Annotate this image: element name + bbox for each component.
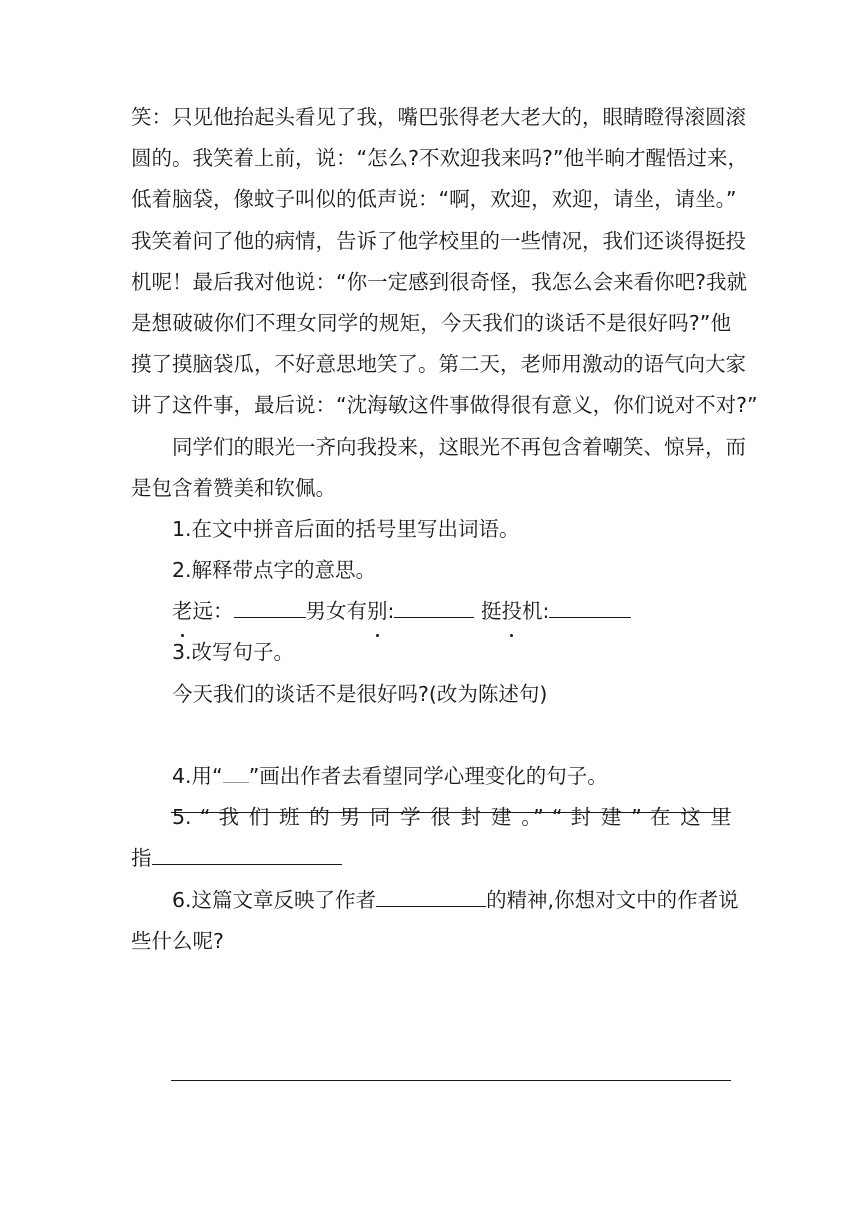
item-label: 远： bbox=[192, 599, 234, 624]
question-3-prompt: 今天我们的谈话不是很好吗?(改为陈述句) bbox=[172, 681, 548, 706]
underline-symbol bbox=[223, 764, 249, 783]
item-label: 机: bbox=[521, 599, 550, 624]
item-label: 男女有 bbox=[305, 599, 367, 624]
question-text: 4.用“ bbox=[172, 764, 223, 788]
item-label: 挺 bbox=[480, 599, 502, 624]
passage-line: 笑：只见他抬起头看见了我，嘴巴张得老大老大的，眼睛瞪得滚圆滚 bbox=[131, 105, 746, 129]
question-2-items bbox=[131, 591, 731, 632]
passage-line: 同学们的眼光一齐向我投来，这眼光不再包含着嘲笑、惊异，而 bbox=[172, 434, 746, 459]
passage-line: 讲了这件事，最后说：“沈海敏这件事做得很有意义，你们说对不对?” bbox=[131, 393, 758, 418]
answer-blank[interactable] bbox=[394, 593, 474, 618]
question-3: 3.改写句子。 bbox=[172, 640, 295, 665]
answer-blank[interactable] bbox=[234, 593, 306, 618]
passage-line: 我笑着问了他的病情，告诉了他学校里的一些情况，我们还谈得挺投 bbox=[131, 228, 746, 253]
passage-line: 低着脑袋，像蚊子叫似的低声说：“啊，欢迎，欢迎，请坐，请坐。” bbox=[131, 187, 737, 212]
dotted-char: 投 bbox=[501, 591, 522, 632]
question-6-line2: 些什么呢? bbox=[131, 928, 224, 953]
worksheet-page bbox=[131, 97, 758, 962]
answer-blank[interactable] bbox=[152, 840, 342, 865]
spacer bbox=[131, 715, 731, 756]
question-text: 指 bbox=[131, 846, 152, 871]
question-text: ”画出作者去看望同学心理变化的句子。 bbox=[248, 764, 608, 788]
dotted-char: 别 bbox=[367, 591, 388, 632]
answer-blank[interactable] bbox=[549, 593, 631, 618]
question-text: 的精神,你想对文中的作者说 bbox=[486, 887, 739, 912]
passage-line: 是包含着赞美和钦佩。 bbox=[131, 475, 336, 500]
question-text: 6.这篇文章反映了作者 bbox=[172, 887, 377, 912]
item-label: : bbox=[387, 599, 395, 624]
answer-line[interactable] bbox=[171, 1080, 731, 1081]
question-2: 2.解释带点字的意思。 bbox=[172, 558, 377, 583]
question-1: 1.在文中拼音后面的括号里写出词语。 bbox=[172, 516, 520, 541]
passage-line: 是想破破你们不理女同学的规矩，今天我们的谈话不是很好吗?”他 bbox=[131, 310, 731, 335]
answer-line[interactable] bbox=[171, 812, 731, 813]
passage-line: 圆的。我笑着上前，说：“怎么?不欢迎我来吗?”他半晌才醒悟过来， bbox=[131, 146, 749, 171]
answer-blank[interactable] bbox=[376, 882, 486, 907]
passage-line: 摸了摸脑袋瓜，不好意思地笑了。第二天，老师用激动的语气向大家 bbox=[131, 352, 746, 377]
question-5-line2 bbox=[131, 838, 731, 879]
question-6 bbox=[131, 880, 739, 921]
question-5-line1: 5. “ 我 们 班 的 男 同 学 很 封 建 。” “ 封 建 ” 在 这 里 bbox=[172, 805, 731, 830]
passage-line: 机呢！最后我对他说：“你一定感到很奇怪，我怎么会来看你吧?我就 bbox=[131, 269, 747, 294]
question-4 bbox=[131, 756, 731, 797]
dotted-char: 老 bbox=[172, 591, 193, 632]
